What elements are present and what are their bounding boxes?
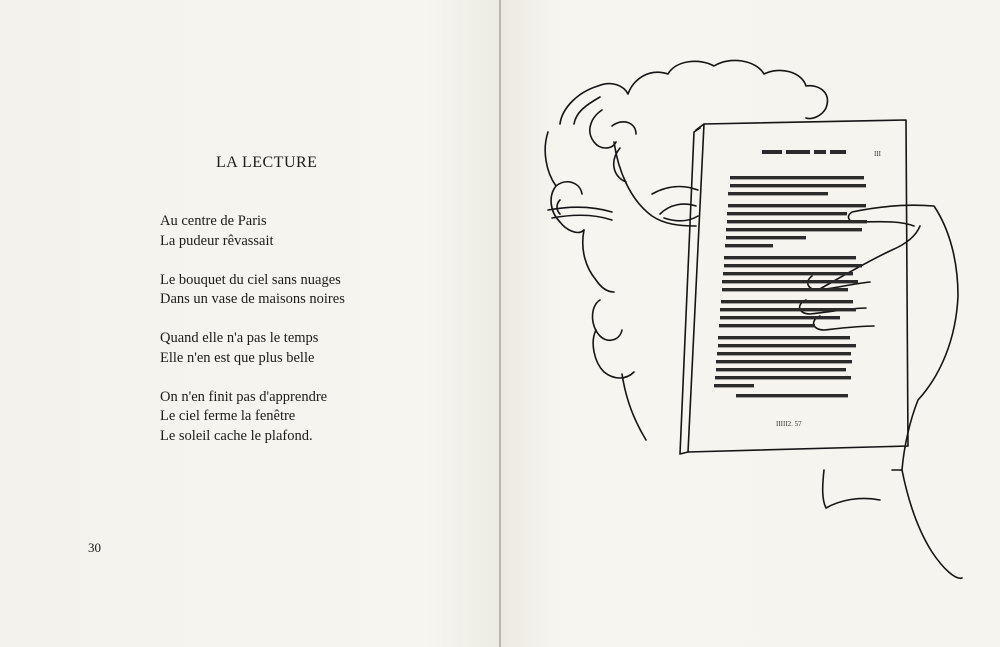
poem-line: Elle n'en est que plus belle (160, 349, 315, 366)
poem-line: Quand elle n'a pas le temps (160, 330, 319, 346)
right-page (501, 0, 1000, 647)
woman-reading-illustration (501, 0, 1000, 647)
poem-body (160, 212, 345, 466)
neck-outline (622, 374, 646, 440)
poem-line: Le soleil cache le plafond. (160, 427, 313, 444)
poem-line: Dans un vase de maisons noires (160, 291, 345, 307)
sheet-footer-mark: IIIII2. 57 (776, 420, 802, 428)
stanza-1 (160, 212, 345, 251)
sheet-corner-mark: III (874, 150, 881, 158)
hair-outline (560, 60, 827, 124)
stanza-2 (160, 271, 345, 310)
poem-title: LA LECTURE (216, 154, 318, 171)
stanza-3 (160, 329, 345, 368)
ear (593, 300, 623, 340)
page-number: 30 (88, 540, 101, 555)
eye-outline (660, 204, 698, 221)
poem-line: Au centre de Paris (160, 213, 267, 229)
poem-line: Le ciel ferme la fenêtre (160, 408, 296, 424)
stanza-4 (160, 388, 345, 447)
sheet-text-lines (714, 150, 867, 397)
poem-line: La pudeur rêvassait (160, 232, 274, 249)
sheet-outline (688, 120, 908, 452)
hair-curls (545, 110, 636, 232)
face-outline (583, 142, 696, 378)
poem-line: On n'en finit pas d'apprendre (160, 388, 328, 405)
arm-outline (823, 470, 962, 578)
headband (548, 200, 612, 220)
poem-line: Le bouquet du ciel sans nuages (160, 271, 341, 288)
